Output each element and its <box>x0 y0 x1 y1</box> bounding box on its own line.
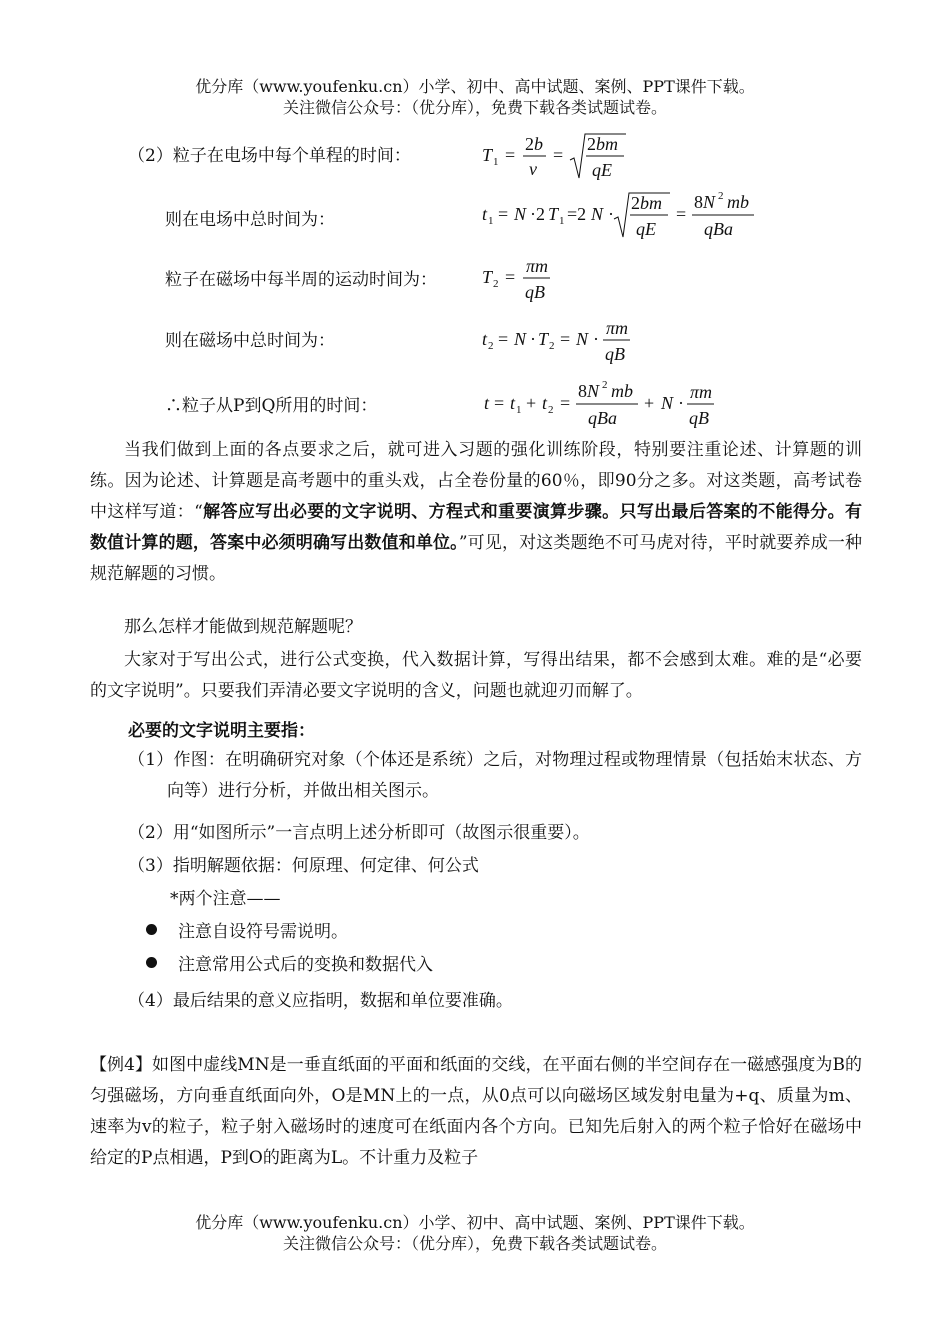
svg-text:=: = <box>505 267 516 287</box>
svg-text:qBa: qBa <box>588 408 617 428</box>
svg-text:=: = <box>498 204 509 224</box>
page-header-line1: 优分库（www.youfenku.cn）小学、初中、高中试题、案例、PPT课件下载。 <box>195 77 755 96</box>
step-label-total-time: ∴粒子从P到Q所用的时间： <box>165 396 378 416</box>
svg-text:1: 1 <box>516 404 522 416</box>
svg-text:qB: qB <box>525 282 545 302</box>
svg-text:8N: 8N <box>578 381 600 401</box>
svg-text:t: t <box>542 393 548 413</box>
example-4-paragraph: 【例4】如图中虚线MN是一垂直纸面的平面和纸面的交线，在平面右侧的半空间存在一磁感强度为B的匀强磁场，方向垂直纸面向外，O是MN上的一点，从0点可以向磁场区域发射电量为+q、质量为m、速率为v的粒子，粒子射入磁场时的速度可在纸面内各个方向。已知先后射入的两个粒子恰好在磁场中给定的P点相遇，P到O的距离为L。不计重力及粒子 <box>90 1055 862 1168</box>
list-item-4: （4）最后结果的意义应指明，数据和单位要准确。 <box>128 991 513 1011</box>
note-item-1: 注意自设符号需说明。 <box>178 922 348 942</box>
exam-requirement-quote: 解答应写出必要的文字说明、方程式和重要演算步骤。只写出最后答案的不能得分。有数值计算的题，答案中必须明确写出数值和单位。 <box>90 502 862 553</box>
svg-text:=: = <box>560 393 571 413</box>
list-item-2: （2）用“如图所示”一言点明上述分析即可（故图示很重要）。 <box>128 823 590 843</box>
step-label-half-circle-time: 粒子在磁场中每半周的运动时间为： <box>165 270 437 290</box>
svg-text:2: 2 <box>718 190 724 202</box>
svg-text:T: T <box>482 145 493 165</box>
formula-t-total <box>478 376 738 436</box>
paragraph-explanation: 大家对于写出公式，进行公式变换，代入数据计算，写得出结果，都不会感到太难。难的是“必要的文字说明”。只要我们弄清必要文字说明的含义，问题也就迎刃而解了。 <box>90 650 862 701</box>
svg-text:=: = <box>676 204 687 224</box>
svg-text:T: T <box>538 329 549 349</box>
paragraph-question: 那么怎样才能做到规范解题呢？ <box>124 617 362 637</box>
svg-text:=: = <box>505 145 516 165</box>
svg-text:2bm: 2bm <box>587 134 618 154</box>
svg-text:N: N <box>576 329 589 349</box>
page-header-line2: 关注微信公众号：（优分库），免费下载各类试题试卷。 <box>282 98 667 117</box>
svg-text:t: t <box>482 204 488 224</box>
formula-t1 <box>478 187 788 247</box>
svg-text:8N: 8N <box>694 192 716 212</box>
svg-text:1: 1 <box>493 156 499 168</box>
svg-text:t: t <box>482 329 488 349</box>
page-footer-line2: 关注微信公众号：（优分库），免费下载各类试题试卷。 <box>282 1234 667 1253</box>
svg-text:mb: mb <box>611 381 633 401</box>
paragraph-training-text-a: 当我们做到上面的各点要求之后，就可进入习题的强化训练阶段，特别要注重论述、计算题的训练。因为论述、计算题是高考题中的重头戏，占全卷份量的60％，即90分之多。对这类题，高考试卷中这样写道：“ <box>90 440 862 522</box>
step-label-single-trip-time: （2）粒子在电场中每个单程的时间： <box>128 146 411 166</box>
list-item-1: （1）作图：在明确研究对象（个体还是系统）之后，对物理过程或物理情景（包括始末状态、方向等）进行分析，并做出相关图示。 <box>128 750 862 801</box>
svg-text:πm: πm <box>606 318 629 338</box>
svg-text:·: · <box>593 329 599 349</box>
svg-text:2bm: 2bm <box>631 193 662 213</box>
formula-T1 <box>478 128 648 188</box>
svg-text:N: N <box>514 329 527 349</box>
svg-text:qB: qB <box>689 408 709 428</box>
svg-text:=: = <box>560 329 571 349</box>
svg-text:·: · <box>530 329 536 349</box>
svg-text:2: 2 <box>488 340 494 352</box>
svg-text:πm: πm <box>690 382 713 402</box>
note-item-2: 注意常用公式后的变换和数据代入 <box>178 955 433 975</box>
svg-text:t: t <box>510 393 516 413</box>
svg-text:2: 2 <box>602 379 608 391</box>
formula-t2 <box>478 312 648 372</box>
svg-text:N: N <box>514 204 527 224</box>
svg-text:1: 1 <box>559 215 565 227</box>
svg-text:·: · <box>678 393 684 413</box>
svg-text:qE: qE <box>592 160 612 180</box>
svg-text:T: T <box>482 267 493 287</box>
paragraph-training-text-b: ”可见，对这类题绝不可马虎对待，平时就要养成一种规范解题的习惯。 <box>90 533 862 584</box>
svg-text:·2: ·2 <box>530 204 545 224</box>
section-heading: 必要的文字说明主要指： <box>128 721 315 741</box>
svg-text:=: = <box>498 329 509 349</box>
svg-text:πm: πm <box>526 256 549 276</box>
svg-text:·: · <box>608 204 614 224</box>
svg-text:+: + <box>644 393 655 413</box>
page-footer-line1: 优分库（www.youfenku.cn）小学、初中、高中试题、案例、PPT课件下载。 <box>195 1213 755 1232</box>
paragraph-training <box>90 435 862 590</box>
svg-text:2: 2 <box>548 404 554 416</box>
svg-text:1: 1 <box>488 215 494 227</box>
svg-text:N: N <box>661 393 674 413</box>
svg-text:T: T <box>548 204 559 224</box>
svg-text:qBa: qBa <box>704 219 733 239</box>
svg-text:qB: qB <box>605 344 625 364</box>
bullet-icon <box>146 957 157 968</box>
svg-text:qE: qE <box>636 219 656 239</box>
formula-T2 <box>478 250 568 310</box>
svg-text:=: = <box>553 145 564 165</box>
svg-text:+: + <box>526 393 537 413</box>
svg-text:N: N <box>591 204 604 224</box>
svg-text:2: 2 <box>549 340 555 352</box>
step-label-magnetic-total-time: 则在磁场中总时间为： <box>165 331 335 351</box>
svg-text:2: 2 <box>493 278 499 290</box>
svg-text:v: v <box>529 159 537 179</box>
svg-text:t: t <box>484 393 490 413</box>
list-item-3: （3）指明解题依据：何原理、何定律、何公式 <box>128 856 479 876</box>
note-title: *两个注意—— <box>170 889 281 909</box>
svg-text:mb: mb <box>727 192 749 212</box>
step-label-electric-total-time: 则在电场中总时间为： <box>165 210 335 230</box>
bullet-icon <box>146 924 157 935</box>
svg-text:=2: =2 <box>567 204 587 224</box>
svg-text:=: = <box>494 393 505 413</box>
svg-text:2b: 2b <box>525 134 543 154</box>
